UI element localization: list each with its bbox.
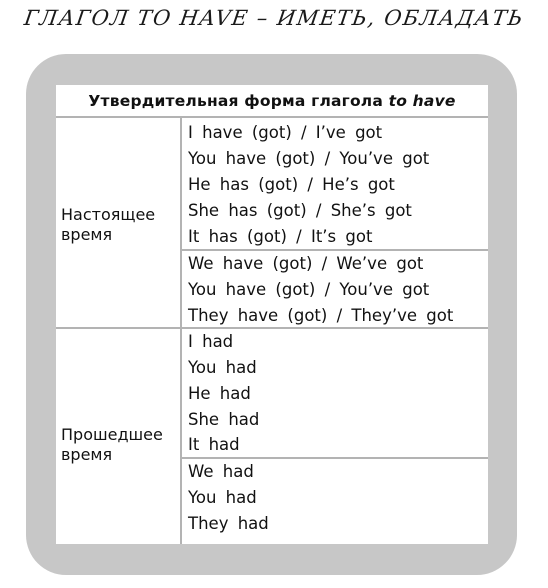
page-title: ГЛАГОЛ TO HAVE – ИМЕТЬ, ОБЛАДАТЬ [22, 6, 526, 30]
column-divider [180, 117, 182, 544]
present-form-you: You have (got) / You’ve got [188, 149, 430, 168]
header-text: Утвердительная форма глагола [88, 91, 389, 110]
table-header [56, 85, 488, 116]
present-form-she: She has (got) / She’s got [188, 201, 412, 220]
past-form-you: You had [188, 358, 257, 377]
past-form-they: They had [188, 514, 269, 533]
present-form-it: It has (got) / It’s got [188, 227, 373, 246]
header-emphasis: to have [388, 91, 456, 110]
past-form-it: It had [188, 435, 240, 454]
header-divider [56, 116, 488, 118]
past-form-you-plural: You had [188, 488, 257, 507]
past-form-i: I had [188, 332, 234, 351]
present-form-we: We have (got) / We’ve got [188, 254, 424, 273]
present-form-he: He has (got) / He’s got [188, 175, 395, 194]
present-form-you-plural: You have (got) / You’ve got [188, 280, 430, 299]
past-form-we: We had [188, 462, 254, 481]
present-form-they: They have (got) / They’ve got [188, 306, 454, 325]
past-tense-label: Прошедшее время [61, 425, 163, 464]
present-tense-label: Настоящее время [61, 205, 156, 244]
past-form-she: She had [188, 410, 260, 429]
conjugation-table [56, 85, 488, 544]
present-form-i: I have (got) / I’ve got [188, 123, 383, 142]
past-form-he: He had [188, 384, 251, 403]
